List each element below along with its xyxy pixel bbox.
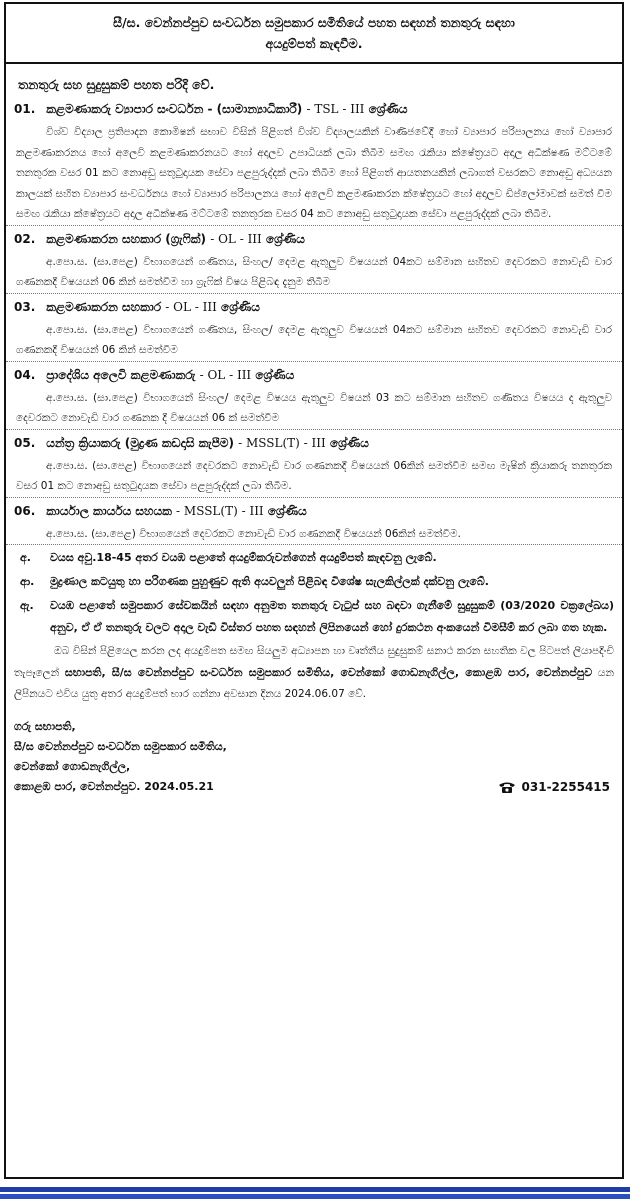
- post-qualification: විශ්ව විද්‍යාල ප්‍රතිපාදන කොමිෂන් සභාව විසින් පිළිගත් විශ්ව විද්‍යාලයකින් වාණිජවේදී හෝ ව්‍යාපාර පරිපාලනය හෝ ව්‍යාපාර කළමණාකරනය හෝ අලෙවි කළමණාකරනයට හෝ අදාලව උපාධියක් ලබා තිබීම සමඟ රැකියා ක්ෂේත්‍රයට අදාල අධීක්ෂණ මට්ටමේ තනතුරක වසර 01 කට නොඅඩු සතුටුදායක සේවා පළපුරුද්දක් ලබා තිබීම හෝ පිළිගත් ආයතනයකින් ලබාගත් වසරකට නොඅඩු අධ්‍යයන කාලයක් සහිත ව්‍යාපාර සංවර්ධනය හෝ ව්‍යාපාර පරිපාලනය හෝ අලෙවි කළමණාකරන ක්ෂේත්‍රයට හෝ අදාලව ඩිප්ලෝමාවක් සමත් වීම සමඟ රැකියා ක්ෂේත්‍රයට අදාල අධීක්ෂණ මට්ටමේ තනතුරක වසර 04 කට නොඅඩු සතුටුදායක සේවා පළපුරුද්දක් ලබා තිබීම.: [16, 126, 612, 220]
- post-grade-word: ශ්‍රේණිය: [329, 435, 369, 450]
- advertisement-body: [6, 74, 622, 797]
- header-line-2: අයදුම්පත් කැඳවීම.: [265, 36, 363, 51]
- post-name: කාර්යාල කාර්යය සහයක: [46, 503, 172, 518]
- post-grade-word: ශ්‍රේණිය: [265, 231, 305, 246]
- post-qualification: අ.පො.ස. (සා.පෙළ) විභාගයෙන් දෙවරකට නොවැඩි වාර ගණනකදී විෂයයන් 06කින් සමත්වීම.: [46, 527, 461, 540]
- post-grade-word: ශ්‍රේණිය: [267, 503, 307, 518]
- post-grade: - TSL - III: [306, 102, 365, 116]
- closing-address: සභාපති, සී/ස වෙන්නප්පුව සංවර්ධන සමුපකාර සමිතිය, වෙන්කෝ ගොඩනැගිල්ල, කොළඹ පාර, වෙන්නප්පුව: [64, 666, 593, 679]
- note-text: වයස අවු.18-45 අතර වයඹ පළාතේ අයදුම්කරුවන්ගෙන් අයදුම්පත් කැඳවනු ලැබේ.: [50, 551, 437, 564]
- post-number: 01.: [14, 102, 36, 116]
- closing-text-1: ඔබ විසින් පිළියෙල කරන ලද අයදුම්පත සමඟ සියලුම අධ්‍යාපන හා වෘත්තීය සුදුසුකම් සනාථ කරන සහතික වල පිටපත් ලියාපදිංචි තැපෑලෙන්: [14, 645, 614, 679]
- post-name: කළමණාකරු ව්‍යාපාර සංවර්ධන - (සාමාන්‍යාධිකාරී): [46, 102, 303, 116]
- note-text: මුද්‍රණාල කටයුතු හා පරිගණක පුහුණුව ඇති අයවලුන් පිළිබඳ විශේෂ සැලකිල්ලක් දක්වනු ලැබේ.: [50, 575, 489, 588]
- post-qualification: අ.පො.ස. (සා.පෙළ) විභාගයෙන් සිංහල/ දෙමළ විෂයය ඇතුලුව විෂයන් 03 කට සම්මාන සහිතව ගණිතය විෂයය ද ඇතුලුව දෙවරකට නොවැඩි වාර ගණනක දී විෂයයන් 06 ක් සමත්වීම: [16, 391, 612, 424]
- post-title: [14, 498, 614, 524]
- post-grade-word: ශ්‍රේණිය: [368, 102, 408, 116]
- signature-line-4: කොළඹ පාර, වෙන්නප්පුව. 2024.05.21: [14, 780, 214, 793]
- post-name: යන්ත්‍ර ක්‍රියාකරු (මුද්‍රණ කඩදාසි කැපීම): [46, 435, 234, 450]
- post-qualification: අ.පො.ස. (සා.පෙළ) විභාගයෙන් ගණිතය, සිංහල/ දෙමළ ඇතුලුව විෂයයන් 04කට සම්මාන සහිතව දෙවරකට නොවැඩි වාර ගණනකදී විෂයයන් 06 කින් සමත්වීම හා ග්‍රැෆික් විෂය පිළිබඳ දැනුම තිබීම: [16, 255, 612, 288]
- post-grade: - OL - III: [165, 299, 217, 314]
- post-grade-word: ශ්‍රේණිය: [255, 367, 295, 382]
- post-title: [14, 226, 614, 252]
- phone-contact: [498, 777, 610, 797]
- post-section: [14, 430, 614, 497]
- post-title: [14, 294, 614, 320]
- note-label: ඇ.: [20, 599, 34, 612]
- divider: [6, 544, 622, 545]
- post-title: [14, 96, 614, 122]
- phone-number: 031-2255415: [521, 780, 610, 794]
- post-name: කළමණාකරන සහකාර: [46, 299, 162, 314]
- post-title: [14, 430, 614, 456]
- note-item: [14, 595, 614, 639]
- post-section: [14, 96, 614, 225]
- closing-text-2: යන ලිපිනයට එවිය යුතු අතර අයදුම්පත් භාර ගන්නා අවසාන දිනය 2024.06.07 වේ.: [14, 667, 614, 700]
- post-grade: - OL - III: [199, 367, 252, 382]
- post-grade-word: ශ්‍රේණිය: [221, 299, 260, 314]
- advertisement-frame: [4, 2, 624, 1179]
- note-item: [14, 547, 614, 569]
- post-number: 04.: [14, 367, 36, 382]
- post-qualification: අ.පො.ස. (සා.පෙළ) විභාගයෙන් ගණිතය, සිංහල/ දෙමළ ඇතුලුව විෂයයන් 04කට සම්මාන සහිතව දෙවරකට නොවැඩි වාර ගණනකදී විෂයයන් 06 කින් සමත්වීම: [16, 323, 612, 356]
- post-section: [14, 362, 614, 429]
- signature-line-2: සී/ස වෙන්නප්පුව සංවර්ධන සමුපකාර සමිතිය,: [14, 740, 227, 753]
- post-title: [14, 362, 614, 388]
- post-section: [14, 294, 614, 361]
- note-label: ආ.: [20, 575, 35, 588]
- post-section: [14, 498, 614, 545]
- post-number: 02.: [14, 231, 36, 246]
- post-grade: - MSSL(T) - III: [176, 503, 264, 518]
- header-line-1: සී/ස. වෙන්නප්පුව සංවර්ධන සමුපකාර සමිතියේ පහත සඳහන් තනතුරු සඳහා: [113, 15, 515, 30]
- intro-heading: තනතුරු සහ සුදුසුකම් පහත පරිදි වේ.: [18, 77, 215, 92]
- post-qualification: අ.පො.ස. (සා.පෙළ) විභාගයෙන් දෙවරකට නොවැඩි වාර ගණනකදී විෂයයන් 06කින් සමත්වීම සමඟ මැෂින් ක්‍රියාකරු තනතුරක වසර 01 කට නොඅඩු සතුටුදායක සේවා පළපුරුද්දක් ලබා තිබීම.: [16, 459, 612, 492]
- note-label: අ.: [20, 551, 31, 564]
- signature-line-1: ගරු සභාපති,: [14, 720, 76, 733]
- post-number: 06.: [14, 503, 36, 518]
- post-name: ප්‍රාදේශිය අලෙවි කළමණාකරු: [46, 367, 196, 382]
- post-grade: - MSSL(T) - III: [238, 435, 326, 450]
- post-section: [14, 226, 614, 293]
- post-grade: - OL - III: [210, 231, 262, 246]
- closing-paragraph: [14, 641, 614, 705]
- signature-block: [14, 717, 614, 797]
- post-number: 05.: [14, 435, 36, 450]
- note-text: වයඹ පළාතේ සමුපකාර සේවකයින් සඳහා අනුමත තනතුරු වැටුප් සහ බඳවා ගැනීමේ සුදුසුකම් (03/2020 චක්‍රලේඛය) අනුව, ඒ ඒ තනතුරු වලට අදාල වැඩි විස්තර පහත සඳහන් ලිපිනයෙන් හෝ දුරකථන අංකයෙන් විමසීම් කර ලබා ගත හැක.: [50, 599, 614, 634]
- signature-line-3: වෙන්කෝ ගොඩනැගිල්ල,: [14, 760, 131, 773]
- post-number: 03.: [14, 299, 36, 314]
- advertisement-header: [6, 4, 622, 64]
- note-item: [14, 571, 614, 593]
- post-name: කළමණාකරන සහකාර (ග්‍රැෆික්): [46, 231, 207, 246]
- telephone-icon: [498, 781, 516, 793]
- bottom-color-bar: [0, 1187, 630, 1199]
